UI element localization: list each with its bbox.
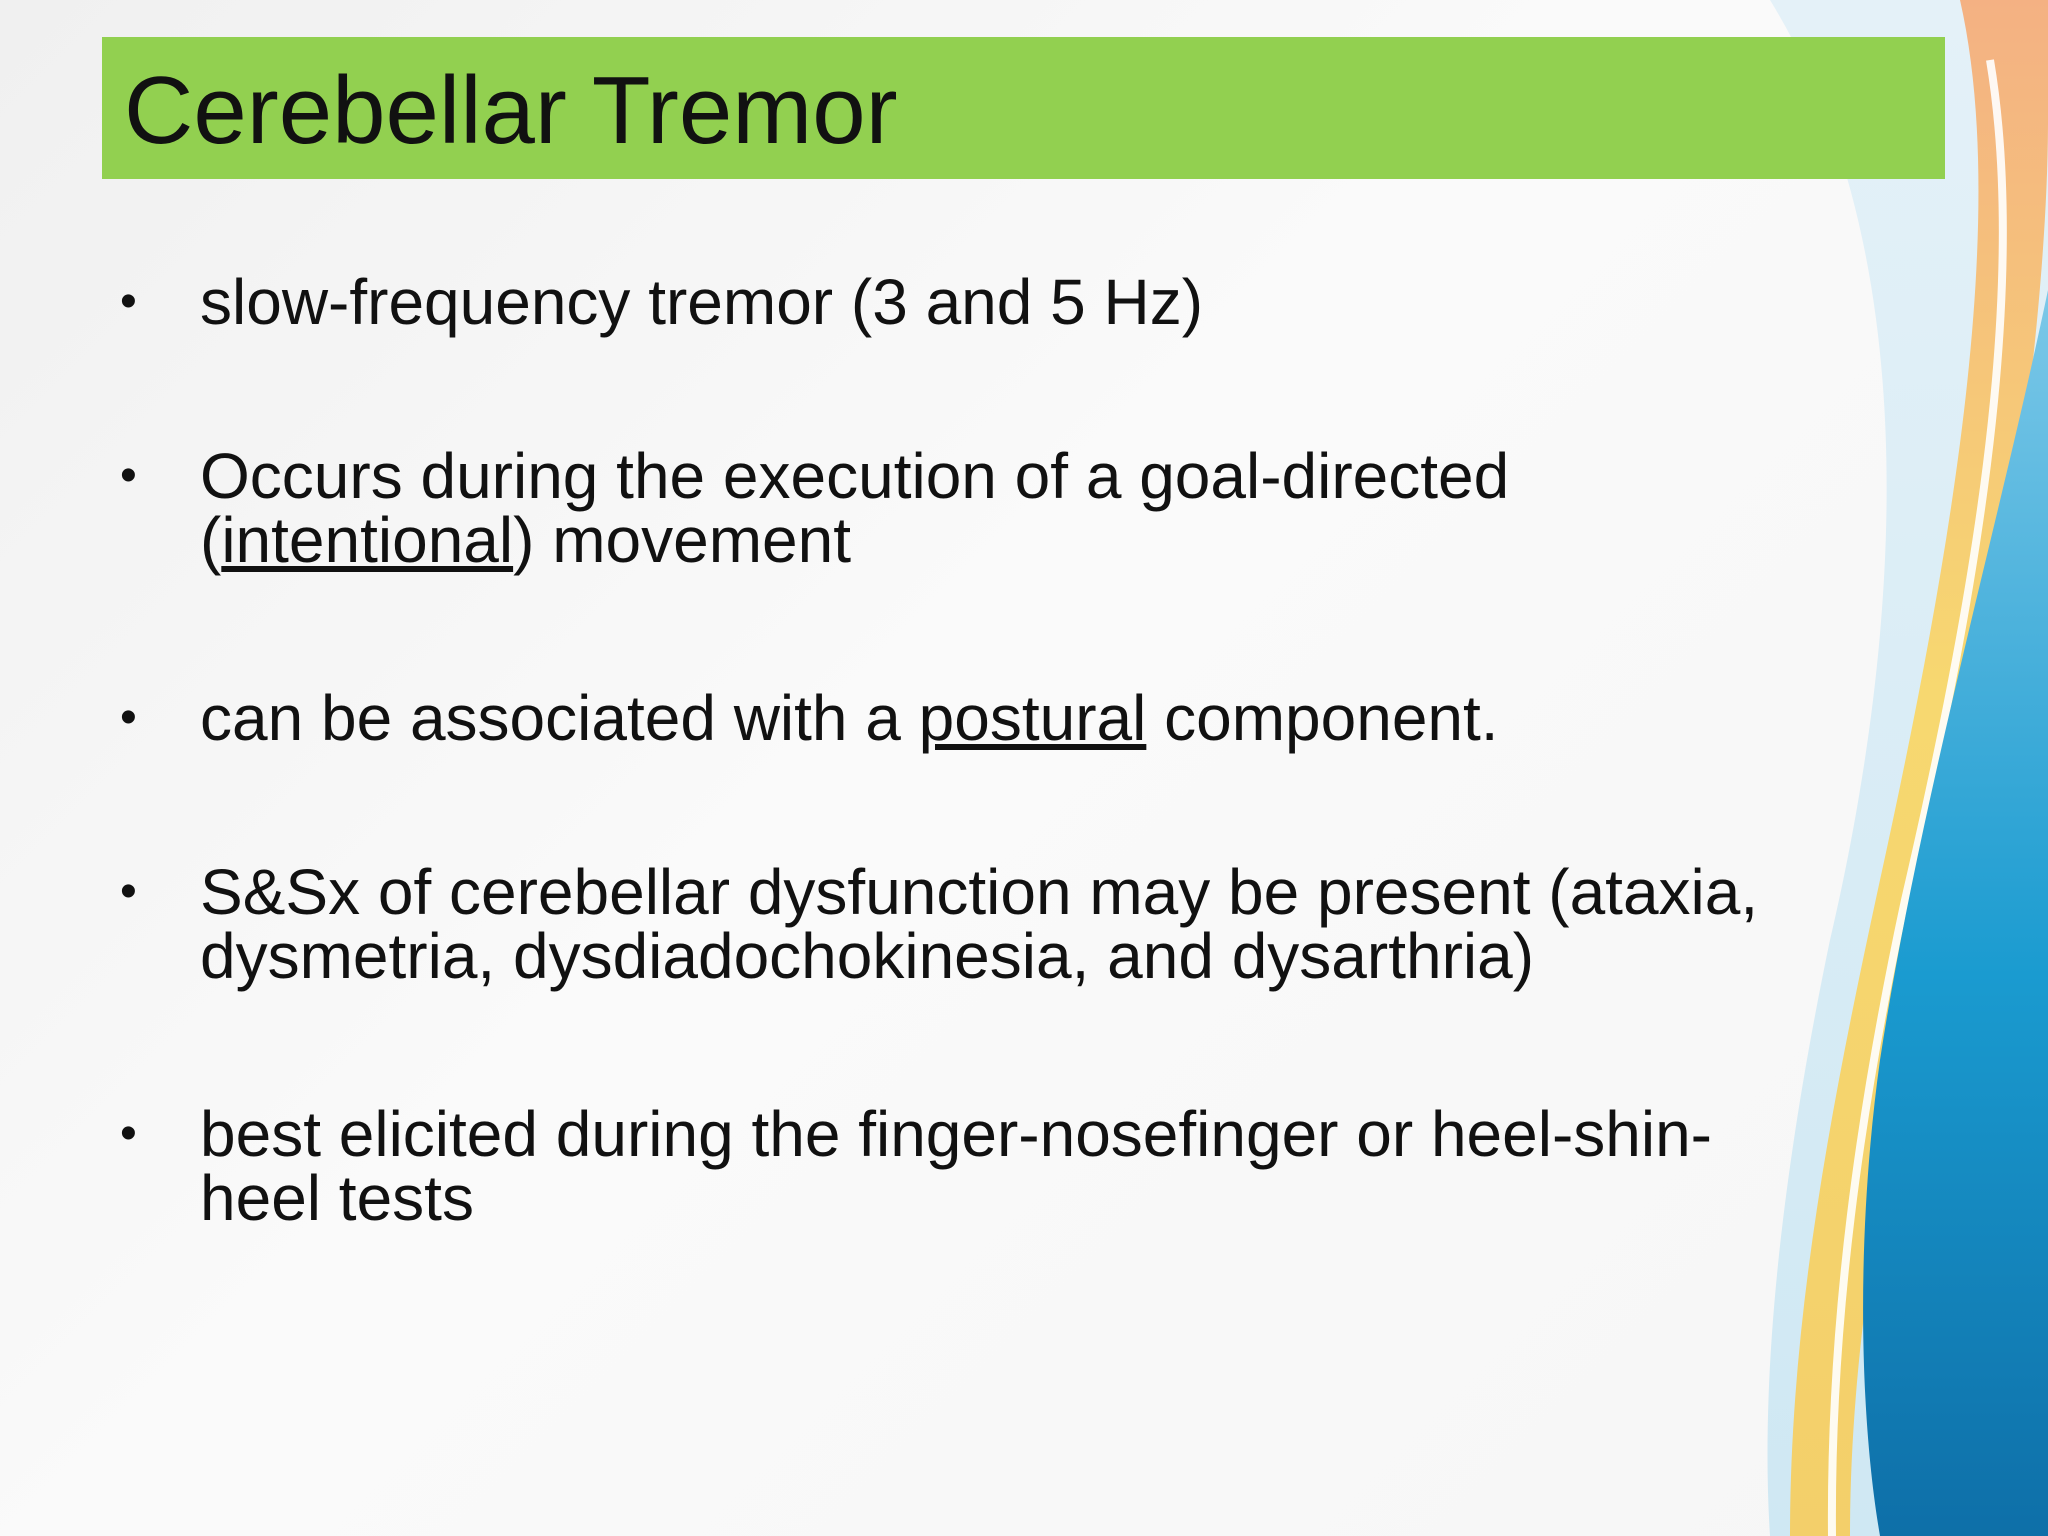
wave-light-blue bbox=[1768, 0, 2048, 1536]
wave-yellow bbox=[1790, 0, 2048, 1536]
bullet-text-line: heel tests bbox=[200, 1162, 474, 1234]
bullet-text-segment: component. bbox=[1146, 682, 1499, 754]
slide-title: Cerebellar Tremor bbox=[124, 57, 898, 164]
bullet-text-line: slow-frequency tremor (3 and 5 Hz) bbox=[200, 266, 1204, 338]
bullet-text-segment: can be associated with a bbox=[200, 682, 919, 754]
bullet-text-line: S&Sx of cerebellar dysfunction may be present (ataxia, bbox=[200, 856, 1759, 928]
bullet-text bbox=[200, 266, 1900, 338]
bullet-text-line: dysmetria, dysdiadochokinesia, and dysarthria) bbox=[200, 920, 1534, 992]
title-bar bbox=[102, 37, 1945, 179]
bullet-marker: • bbox=[120, 865, 137, 918]
bullet-text-segment: ) movement bbox=[513, 504, 851, 576]
bullet-text bbox=[200, 856, 1900, 992]
bullet-marker: • bbox=[120, 449, 137, 502]
bullet-text-line: Occurs during the execution of a goal-directed bbox=[200, 440, 1510, 512]
bullet-marker: • bbox=[120, 275, 137, 328]
bullet-marker: • bbox=[120, 1107, 137, 1160]
bullet-text bbox=[200, 682, 1900, 754]
bullet-text-segment: ( bbox=[200, 504, 222, 576]
underlined-term: intentional bbox=[221, 504, 514, 576]
bullet-text bbox=[200, 1098, 1900, 1234]
bullet-text bbox=[200, 440, 1900, 576]
bullet-text-line: best elicited during the finger-nosefinger or heel-shin- bbox=[200, 1098, 1712, 1170]
bullet-marker: • bbox=[120, 691, 137, 744]
underlined-term: postural bbox=[918, 682, 1147, 754]
